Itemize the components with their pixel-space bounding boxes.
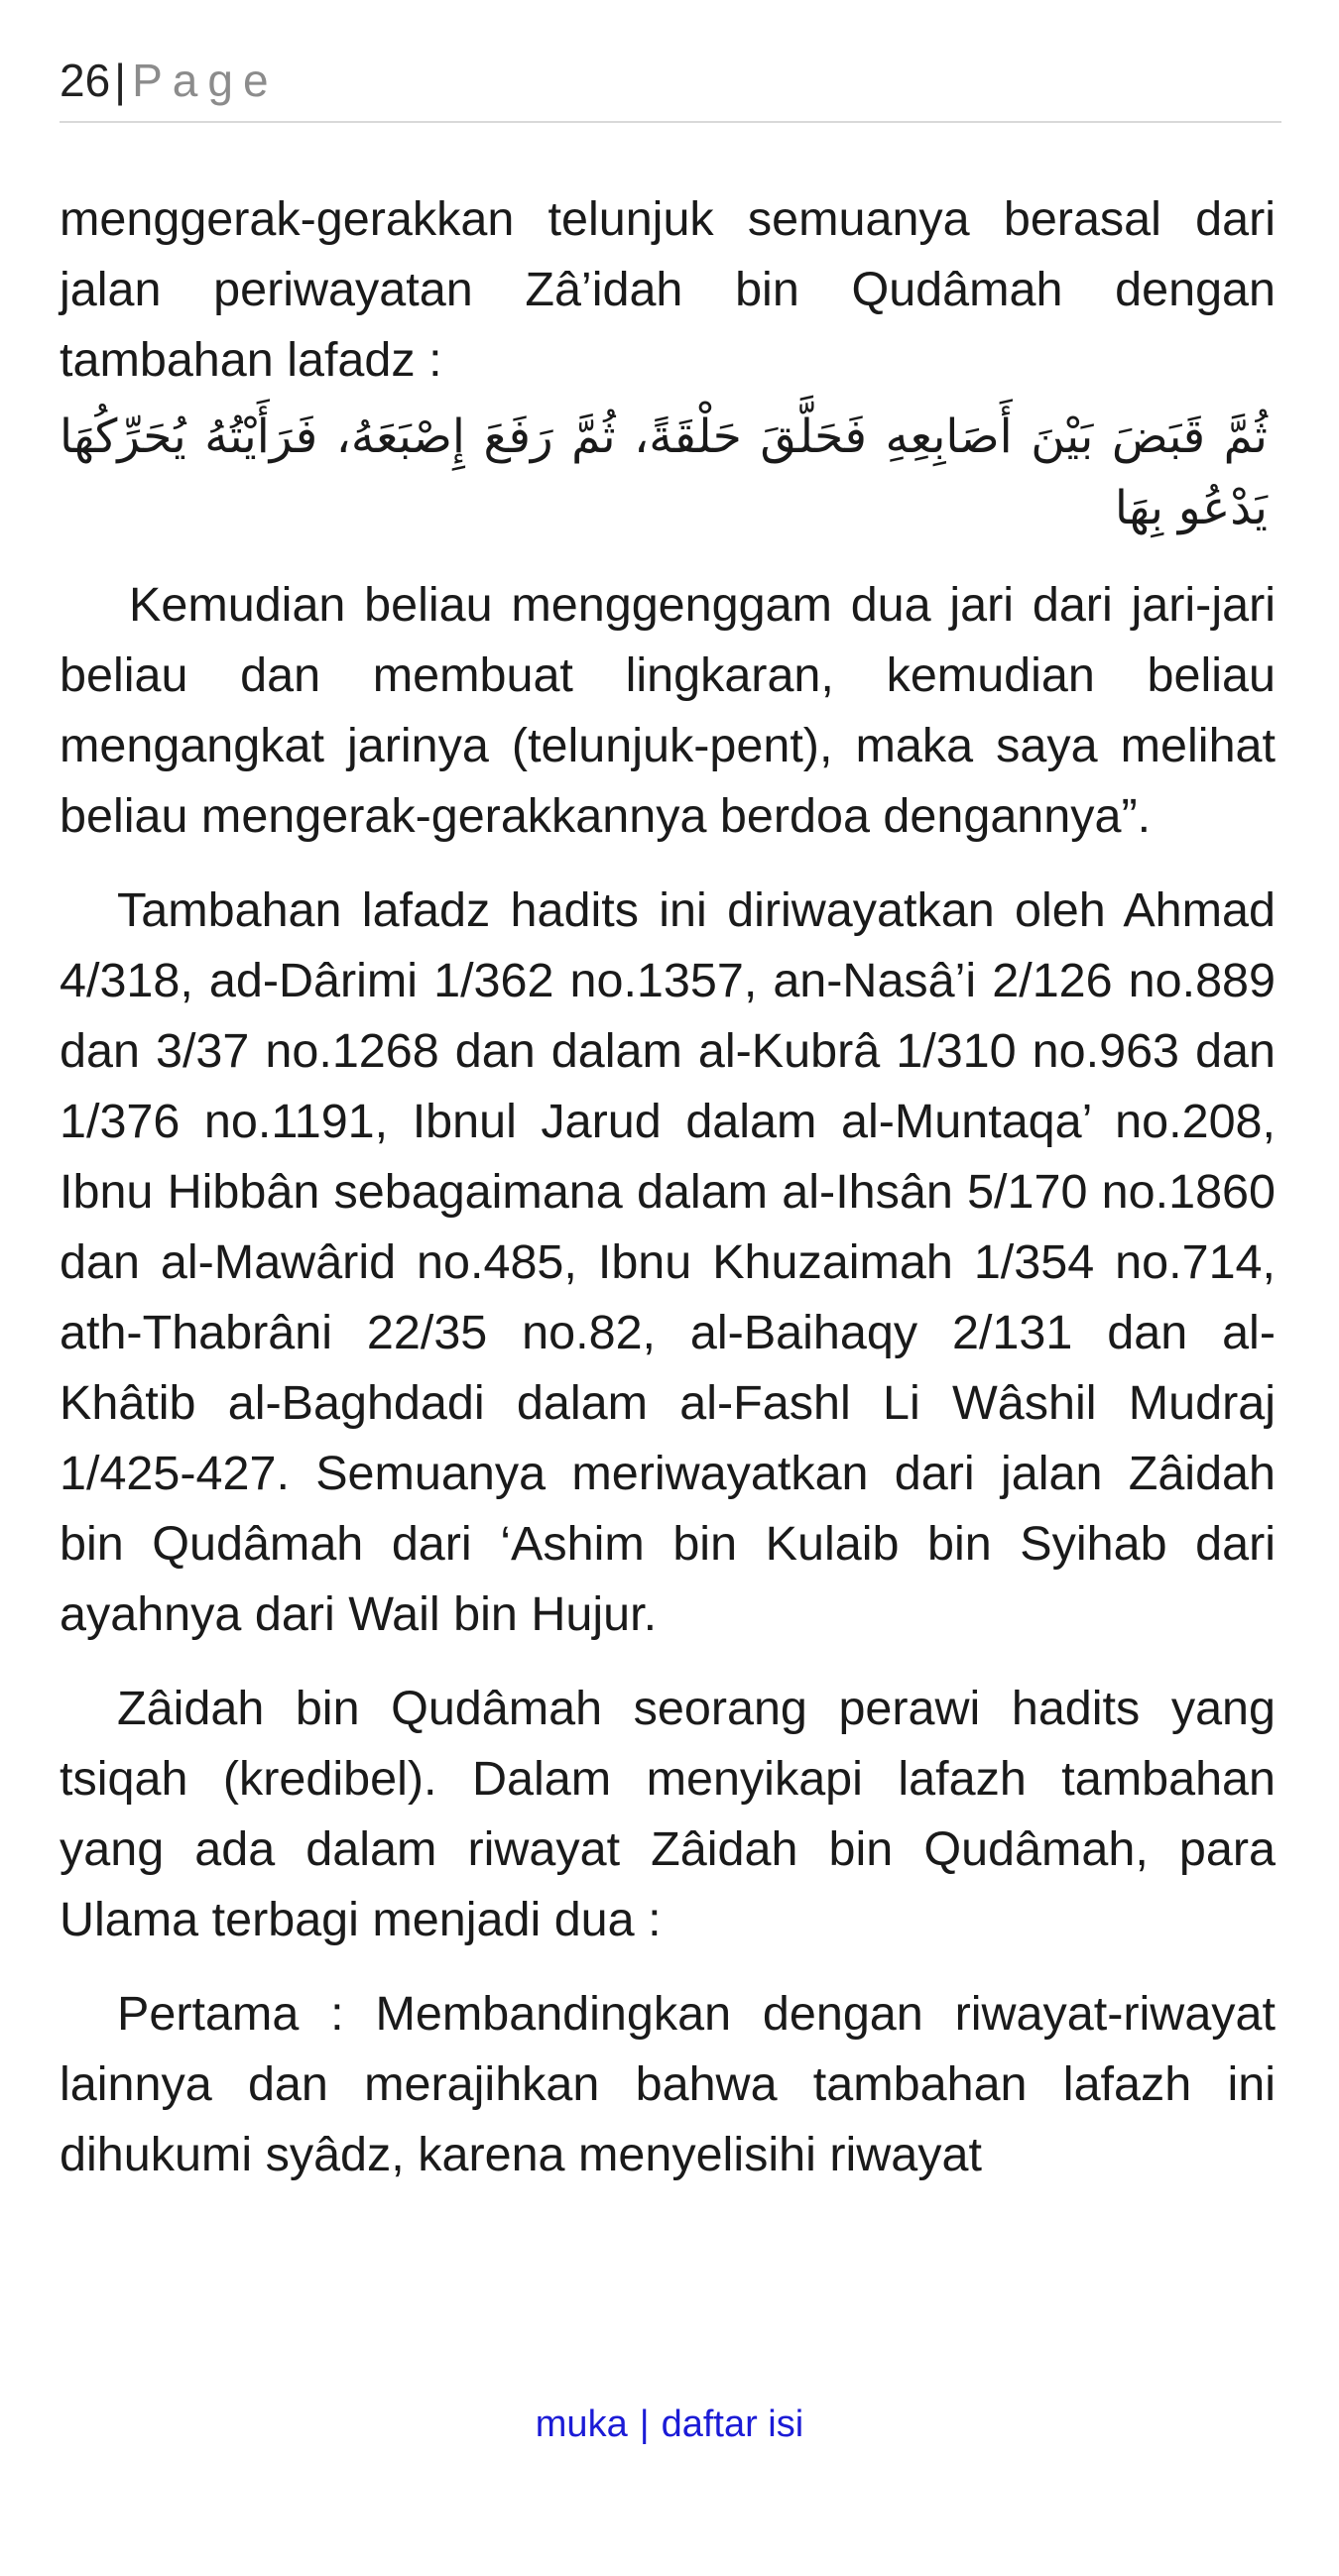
footer-navigation xyxy=(0,2405,1339,2443)
page-header xyxy=(60,55,1281,123)
arabic-hadith-quote: ثُمَّ قَبَضَ بَيْنَ أَصَابِعِهِ فَحَلَّقَ حَلْقَةً، ثُمَّ رَفَعَ إِصْبَعَهُ، فَرَأَيْتُهُ يُحَرِّكُهَا يَدْعُو بِهَا xyxy=(60,410,1268,535)
front-page-link[interactable]: muka xyxy=(535,2403,628,2445)
table-of-contents-link[interactable]: daftar isi xyxy=(661,2403,804,2445)
paragraph-zaidah: Zâidah bin Qudâmah seorang perawi hadits yang tsiqah (kredibel). Dalam menyikapi lafazh tambahan yang ada dalam riwayat Zâidah bin Qudâmah, para Ulama terbagi menjadi dua : xyxy=(60,1682,1276,1946)
paragraph-sources: Tambahan lafadz hadits ini diriwayatkan oleh Ahmad 4/318, ad-Dârimi 1/362 no.1357, an-Nasâ’i 2/126 no.889 dan 3/37 no.1268 dan dalam al-Kubrâ 1/310 no.963 dan 1/376 no.1191, Ibnul Jarud dalam al-Muntaqa’ no.208, Ibnu Hibbân sebagaimana dalam al-Ihsân 5/170 no.1860 dan al-Mawârid no.485, Ibnu Khuzaimah 1/354 no.714, ath-Thabrâni 22/35 no.82, al-Baihaqy 2/131 dan al-Khâtib al-Baghdadi dalam al-Fashl Li Wâshil Mudraj 1/425-427. Semuanya meriwayatkan dari jalan Zâidah bin Qudâmah dari ‘Ashim bin Kulaib bin Syihab dari ayahnya dari Wail bin Hujur. xyxy=(60,883,1276,1641)
page-number: 26 xyxy=(60,55,111,106)
page-label: Page xyxy=(132,55,279,106)
paragraph-pertama: Pertama : Membandingkan dengan riwayat-riwayat lainnya dan merajihkan bahwa tambahan lafazh ini dihukumi syâdz, karena menyelisihi riwayat xyxy=(60,1987,1276,2181)
paragraph-intro: menggerak-gerakkan telunjuk semuanya berasal dari jalan periwayatan Zâ’idah bin Qudâmah dengan tambahan lafadz : xyxy=(60,192,1276,387)
document-body xyxy=(60,184,1276,2214)
paragraph-translation: Kemudian beliau menggenggam dua jari dari jari-jari beliau dan membuat lingkaran, kemudian beliau mengangkat jarinya (telunjuk-pent), maka saya melihat beliau mengerak-gerakkannya berdoa dengannya”. xyxy=(60,578,1276,843)
header-separator: | xyxy=(114,55,127,106)
footer-separator: | xyxy=(639,2403,650,2445)
